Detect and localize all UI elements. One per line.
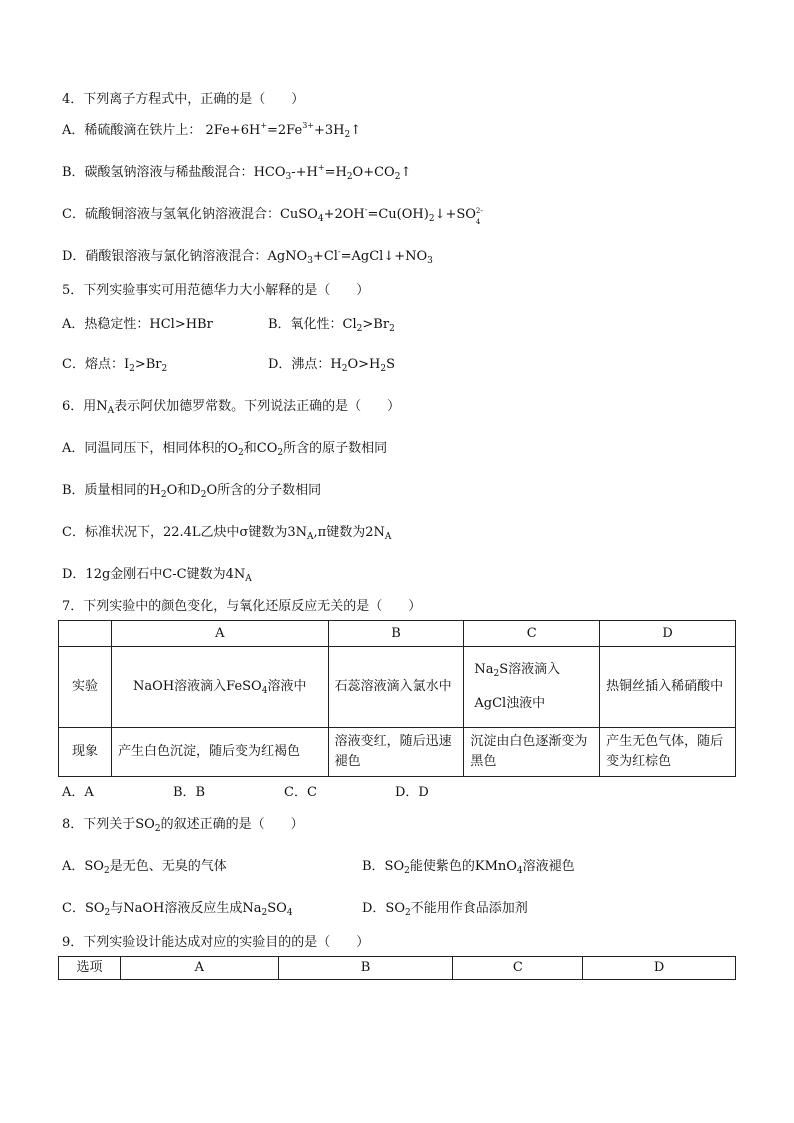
q6-stem: 6．用$N_A$表示阿伏加德罗常数。下列说法正确的是（ ）	[62, 399, 401, 416]
q7-option-a: A．A	[62, 785, 94, 800]
q7-row-label-experiment: 实验	[59, 647, 112, 728]
q4-option-b: B．碳酸氢钠溶液与稀盐酸混合：$HCO_3-+H^+=H_2O+CO_2↑$	[62, 163, 412, 182]
q6-option-c: C．标准状况下，22.4L乙炔中σ键数为$3N_A,\pi$键数为$2N_A$	[62, 525, 392, 542]
q6-option-b: B．质量相同的$H_2O$和$D_2O$所含的分子数相同	[62, 483, 322, 500]
q7-exp-a: NaOH溶液滴入FeSO$_4$溶液中	[111, 647, 328, 728]
q5-option-a: A．热稳定性：HCl>HBr	[62, 317, 213, 332]
q8-option-d: D．$SO_2$不能用作食品添加剂	[362, 901, 528, 918]
q7-header-b: B	[328, 621, 464, 647]
q9-header-option: 选项	[59, 957, 121, 980]
q7-exp-c: $Na_2S$溶液滴入 AgCl浊液中	[464, 647, 600, 728]
q9-header-a: A	[120, 957, 278, 980]
q5-option-d: D．沸点：$H_2O>H_2S$	[268, 357, 396, 374]
q9-stem: 9．下列实验设计能达成对应的实验目的的是（ ）	[62, 935, 370, 950]
q5-option-b: B．氧化性：$Cl_2>Br_2$	[268, 317, 395, 334]
q9-table	[58, 956, 736, 980]
q7-table	[58, 620, 736, 777]
q6-option-a: A．同温同压下，相同体积的$O_2$和$CO_2$所含的原子数相同	[62, 441, 388, 458]
q4-option-d: D．硝酸银溶液与氯化钠溶液混合：$AgNO_3+Cl^-=AgCl↓+NO_3$	[62, 247, 433, 266]
q8-option-c: C．$SO_2$与NaOH溶液反应生成$Na_2SO_4$	[62, 901, 293, 918]
q8-stem: 8．下列关于$SO_2$的叙述正确的是（ ）	[62, 817, 304, 834]
q4-option-a: A．稀硫酸滴在铁片上： $2Fe+6H^+=2Fe^{3+}+3H_2↑$	[62, 121, 362, 140]
q7-phe-b: 溶液变红，随后迅速褪色	[328, 728, 464, 777]
q7-stem: 7．下列实验中的颜色变化，与氧化还原反应无关的是（ ）	[62, 599, 422, 614]
q7-phe-a: 产生白色沉淀，随后变为红褐色	[111, 728, 328, 777]
q7-exp-b: 石蕊溶液滴入氯水中	[328, 647, 464, 728]
q7-option-b: B．B	[173, 785, 206, 800]
q7-row-label-phenomenon: 现象	[59, 728, 112, 777]
q7-header-c: C	[464, 621, 600, 647]
q7-phe-d: 产生无色气体，随后变为红棕色	[600, 728, 736, 777]
q7-option-d: D．D	[395, 785, 429, 800]
q6-option-d: D．12g金刚石中C-C键数为$4N_A$	[62, 567, 252, 584]
q9-header-b: B	[278, 957, 453, 980]
q4-stem: 4．下列离子方程式中，正确的是（ ）	[62, 92, 305, 107]
q7-header-d: D	[600, 621, 736, 647]
q8-option-a: A．$SO_2$是无色、无臭的气体	[62, 859, 227, 876]
q8-option-b: B．$SO_2$能使紫色的KMnO$_4$溶液褪色	[362, 859, 575, 876]
q7-option-c: C．C	[284, 785, 317, 800]
q4-option-c: C．硫酸铜溶液与氢氧化钠溶液混合：$CuSO_4+2OH^-=Cu(OH)_2↓+SO$ 2- 4	[62, 205, 483, 226]
q5-option-c: C．熔点：$I_2>Br_2$	[62, 357, 168, 374]
q9-header-d: D	[583, 957, 736, 980]
q9-header-c: C	[453, 957, 583, 980]
q7-exp-d: 热铜丝插入稀硝酸中	[600, 647, 736, 728]
q7-header-a: A	[111, 621, 328, 647]
q7-header-blank	[59, 621, 112, 647]
q5-stem: 5．下列实验事实可用范德华力大小解释的是（ ）	[62, 283, 370, 298]
q7-phe-c: 沉淀由白色逐渐变为黑色	[464, 728, 600, 777]
